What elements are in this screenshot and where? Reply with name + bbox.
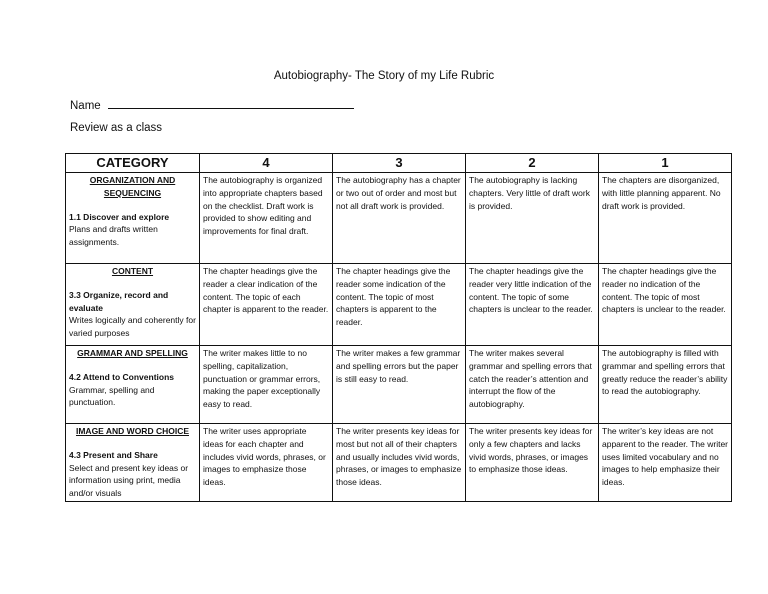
score-1-cell: The autobiography is filled with grammar and spelling errors that greatly reduce the reader’s ability to read the autobiography. xyxy=(599,346,732,424)
score-1-cell: The chapter headings give the reader no indication of the content. The topic of most chapters is unclear to the reader. xyxy=(599,264,732,346)
score-1-cell: The chapters are disorganized, with little planning apparent. No draft work is provided. xyxy=(599,173,732,264)
column-header-3: 3 xyxy=(333,154,466,173)
standard-description: Select and present key ideas or information using print, media and/or visuals xyxy=(69,462,189,499)
category-cell xyxy=(66,424,200,502)
standard-title: 4.2 Attend to Conventions xyxy=(69,371,174,382)
score-3-cell: The writer makes a few grammar and spelling errors but the paper is still easy to read. xyxy=(333,346,466,424)
score-2-cell: The writer presents key ideas for only a few chapters and lacks vivid words, phrases, or images to emphasize those ideas. xyxy=(466,424,599,502)
standard-title: 4.3 Present and Share xyxy=(69,449,158,460)
category-title: ORGANIZATION AND SEQUENCING xyxy=(89,175,176,198)
column-header-1: 1 xyxy=(599,154,732,173)
score-1-cell: The writer’s key ideas are not apparent to the reader. The writer uses limited vocabulary and no images to help emphasize their ideas. xyxy=(599,424,732,502)
category-title: IMAGE AND WORD CHOICE xyxy=(75,426,189,436)
category-cell xyxy=(66,173,200,264)
name-blank xyxy=(108,96,354,109)
table-row xyxy=(66,346,732,424)
standard-description: Writes logically and coherently for varied purposes xyxy=(69,315,196,339)
category-title: CONTENT xyxy=(111,266,154,276)
score-4-cell: The writer uses appropriate ideas for each chapter and includes vivid words, phrases, or images to emphasize those ideas. xyxy=(200,424,333,502)
category-title: GRAMMAR AND SPELLING xyxy=(77,348,188,358)
standard-title: 1.1 Discover and explore xyxy=(69,211,170,222)
name-line xyxy=(70,96,354,112)
score-4-cell: The autobiography is organized into appropriate chapters based on the checklist. Draft work is provided to show editing and improvements for final draft. xyxy=(200,173,333,264)
column-header-2: 2 xyxy=(466,154,599,173)
header-row xyxy=(66,154,732,173)
score-3-cell: The writer presents key ideas for most but not all of their chapters and usually includes vivid words, phrases, or images to emphasize those ideas. xyxy=(333,424,466,502)
category-cell xyxy=(66,346,200,424)
score-3-cell: The autobiography has a chapter or two out of order and most but not all draft work is provided. xyxy=(333,173,466,264)
table-row xyxy=(66,424,732,502)
standard-description: Grammar, spelling and punctuation. xyxy=(69,384,155,408)
standard-description: Plans and drafts written assignments. xyxy=(69,224,158,248)
table-row xyxy=(66,173,732,264)
score-4-cell: The writer makes little to no spelling, capitalization, punctuation or grammar errors, making the paper exceptionally easy to read. xyxy=(200,346,333,424)
rubric-table xyxy=(65,153,732,502)
column-header-4: 4 xyxy=(200,154,333,173)
score-2-cell: The writer makes several grammar and spelling errors that catch the reader’s attention and interrupt the flow of the autobiography. xyxy=(466,346,599,424)
score-4-cell: The chapter headings give the reader a clear indication of the content. The topic of each chapter is apparent to the reader. xyxy=(200,264,333,346)
name-label: Name xyxy=(70,100,101,112)
score-2-cell: The autobiography is lacking chapters. Very little of draft work is provided. xyxy=(466,173,599,264)
score-3-cell: The chapter headings give the reader some indication of the content. The topic of most chapters is apparent to the reader. xyxy=(333,264,466,346)
column-header-category: CATEGORY xyxy=(66,154,200,173)
standard-title: 3.3 Organize, record and evaluate xyxy=(69,289,169,313)
document-title: Autobiography- The Story of my Life Rubric xyxy=(273,70,495,82)
review-note: Review as a class xyxy=(70,122,163,134)
table-row xyxy=(66,264,732,346)
score-2-cell: The chapter headings give the reader very little indication of the content. The topic of some chapters is unclear to the reader. xyxy=(466,264,599,346)
category-cell xyxy=(66,264,200,346)
